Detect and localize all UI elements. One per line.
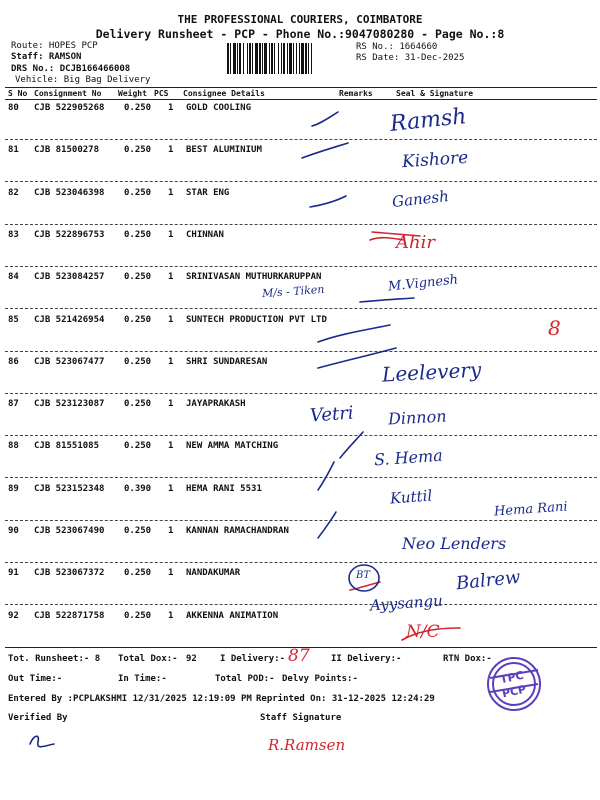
col-seal-signature: Seal & Signature <box>396 89 474 98</box>
handwritten-r89b: Hema Rani <box>493 499 569 520</box>
row-pcs: 1 <box>168 526 174 536</box>
runsheet-subtitle: Delivery Runsheet - PCP - Phone No.:9047080280 - Page No.:8 <box>95 27 505 41</box>
row-consignment-no: CJB 521426954 <box>34 314 105 325</box>
row-consignment-no: CJB 523067477 <box>34 356 105 367</box>
tot-runsheet: Tot. Runsheet:- 8 <box>8 654 101 664</box>
row-pcs: 1 <box>168 483 174 494</box>
row-sno: 84 <box>8 272 19 283</box>
row-consignee: GOLD COOLING <box>186 103 252 113</box>
row-sno: 89 <box>8 483 19 494</box>
handwritten-r86: Leelevery <box>381 357 482 387</box>
handwritten-r91a: BT <box>356 570 371 581</box>
tick-mark-82 <box>310 196 346 207</box>
handwritten-r85: 8 <box>548 316 561 340</box>
row-sno: 90 <box>8 526 19 536</box>
row-pcs: 1 <box>168 610 174 621</box>
row-consignee: SRINIVASAN MUTHURKARUPPAN <box>186 272 322 283</box>
row-pcs: 1 <box>168 399 174 410</box>
col-sno: S No <box>8 89 28 98</box>
ii-delivery-label: II Delivery:- <box>331 654 402 664</box>
row-consignee: JAYAPRAKASH <box>186 399 246 410</box>
row-consignee: CHINNAN <box>186 229 224 240</box>
vehicle-label: Vehicle: Big Bag Delivery <box>15 75 151 85</box>
row-weight: 0.250 <box>124 187 152 198</box>
staff-label: Staff: RAMSON <box>11 52 82 62</box>
handwritten-r87b: Dinnon <box>387 406 447 429</box>
row-weight: 0.250 <box>124 610 152 621</box>
row-pcs: 1 <box>168 145 174 156</box>
handwritten-r81: Kishore <box>401 147 469 173</box>
row-sno: 91 <box>8 568 19 579</box>
i-delivery-handwritten: 87 <box>288 646 310 666</box>
row-sno: 88 <box>8 441 19 452</box>
document-title: THE PROFESSIONAL COURIERS, COIMBATORE <box>177 13 423 26</box>
handwritten-r83: Ahir <box>396 232 435 253</box>
rtn-dox-label: RTN Dox:- <box>443 654 492 664</box>
row-weight: 0.390 <box>124 483 152 494</box>
total-pod-label: Total POD:- <box>215 674 275 684</box>
col-consignee: Consignee Details <box>183 89 265 98</box>
row-weight: 0.250 <box>124 399 152 410</box>
total-dox-value: 92 <box>186 654 197 664</box>
row-pcs: 1 <box>168 356 174 367</box>
row-consignee: SUNTECH PRODUCTION PVT LTD <box>186 314 327 325</box>
row-pcs: 1 <box>168 103 174 113</box>
rs-number: RS No.: 1664660 <box>356 42 438 52</box>
i-delivery-label: I Delivery:- <box>220 654 286 664</box>
row-weight: 0.250 <box>124 103 152 113</box>
row-consignment-no: CJB 523084257 <box>34 272 105 283</box>
col-remarks: Remarks <box>339 89 373 98</box>
row-weight: 0.250 <box>124 356 152 367</box>
handwritten-r84b: M.Vignesh <box>387 272 459 295</box>
row-consignee: AKKENNA ANIMATION <box>186 610 279 621</box>
staff-signature-label: Staff Signature <box>260 713 342 723</box>
drs-number: DRS No.: DCJB166466008 <box>11 64 131 74</box>
tick-mark-80 <box>312 112 338 126</box>
row-sno: 92 <box>8 610 19 621</box>
row-consignment-no: CJB 522905268 <box>34 103 105 113</box>
handwritten-r92b: N/C <box>406 622 440 642</box>
row-consignee: NANDAKUMAR <box>186 568 241 579</box>
col-pcs: PCS <box>154 89 169 98</box>
row-consignee: HEMA RANI 5531 <box>186 483 262 494</box>
handwritten-r80: Ramsh <box>388 104 468 137</box>
col-weight: Weight <box>118 89 147 98</box>
row-pcs: 1 <box>168 187 174 198</box>
rs-date: RS Date: 31-Dec-2025 <box>356 53 465 63</box>
out-time-label: Out Time:- <box>8 674 63 684</box>
row-sno: 81 <box>8 145 19 156</box>
verified-by-label: Verified By <box>8 713 68 723</box>
row-consignment-no: CJB 523152348 <box>34 483 105 494</box>
verified-by-signature <box>30 736 54 747</box>
row-pcs: 1 <box>168 441 174 452</box>
row-consignment-no: CJB 523046398 <box>34 187 105 198</box>
delvy-points-label: Delvy Points:- <box>282 674 358 684</box>
row-sno: 83 <box>8 229 19 240</box>
row-consignee: NEW AMMA MATCHING <box>186 441 279 452</box>
row-weight: 0.250 <box>124 568 152 579</box>
row-consignee: BEST ALUMINIUM <box>186 145 262 156</box>
row-consignment-no: CJB 523123087 <box>34 399 105 410</box>
stamp-line-1: TPC <box>498 668 525 687</box>
row-pcs: 1 <box>168 314 174 325</box>
row-weight: 0.250 <box>124 526 152 536</box>
handwritten-r92a: Ayysangu <box>369 591 444 615</box>
row-weight: 0.250 <box>124 145 152 156</box>
handwritten-r82: Ganesh <box>391 187 450 211</box>
handwritten-staff_sig: R.Ramsen <box>268 736 346 754</box>
row-weight: 0.250 <box>124 272 152 283</box>
row-consignment-no: CJB 522896753 <box>34 229 105 240</box>
handwritten-r91b: Balrew <box>455 566 522 595</box>
row-sno: 87 <box>8 399 19 410</box>
row-sno: 86 <box>8 356 19 367</box>
total-dox-label: Total Dox:- <box>118 654 178 664</box>
row-sno: 80 <box>8 103 19 113</box>
handwritten-r87a: Vetri <box>309 402 355 427</box>
row-consignee: SHRI SUNDARESAN <box>186 356 268 367</box>
tick-mark-89 <box>318 462 334 490</box>
row-pcs: 1 <box>168 272 174 283</box>
dash-84 <box>360 298 414 302</box>
row-consignment-no: CJB 81500278 <box>34 145 100 156</box>
in-time-label: In Time:- <box>118 674 167 684</box>
handwritten-r84a: M/s - Tiken <box>261 282 325 301</box>
row-consignee: KANNAN RAMACHANDRAN <box>186 526 289 536</box>
tick-mark-88 <box>340 432 363 458</box>
entered-by: Entered By :PCPLAKSHMI 12/31/2025 12:19:09 PM <box>8 694 252 704</box>
row-pcs: 1 <box>168 568 174 579</box>
handwritten-r88: S. Hema <box>373 445 444 470</box>
row-weight: 0.250 <box>124 441 152 452</box>
row-pcs: 1 <box>168 229 174 240</box>
row-weight: 0.250 <box>124 229 152 240</box>
row-sno: 82 <box>8 187 19 198</box>
row-consignment-no: CJB 523067490 <box>34 526 105 536</box>
route-label: Route: HOPES PCP <box>11 41 98 51</box>
tick-mark-81 <box>302 143 348 158</box>
handwritten-r89a: Kuttil <box>389 486 433 508</box>
row-consignment-no: CJB 522871758 <box>34 610 105 621</box>
tick-mark-90 <box>318 512 336 538</box>
handwritten-r90: Neo Lenders <box>402 534 507 553</box>
row-consignment-no: CJB 81551085 <box>34 441 100 452</box>
reprinted-on: Reprinted On: 31-12-2025 12:24:29 <box>256 694 435 704</box>
row-consignment-no: CJB 523067372 <box>34 568 105 579</box>
row-weight: 0.250 <box>124 314 152 325</box>
stamp-line-2: PCP <box>500 682 528 701</box>
col-consignment: Consignment No <box>34 89 102 98</box>
row-sno: 85 <box>8 314 19 325</box>
row-consignee: STAR ENG <box>186 187 230 198</box>
tick-mark-85 <box>318 325 390 342</box>
